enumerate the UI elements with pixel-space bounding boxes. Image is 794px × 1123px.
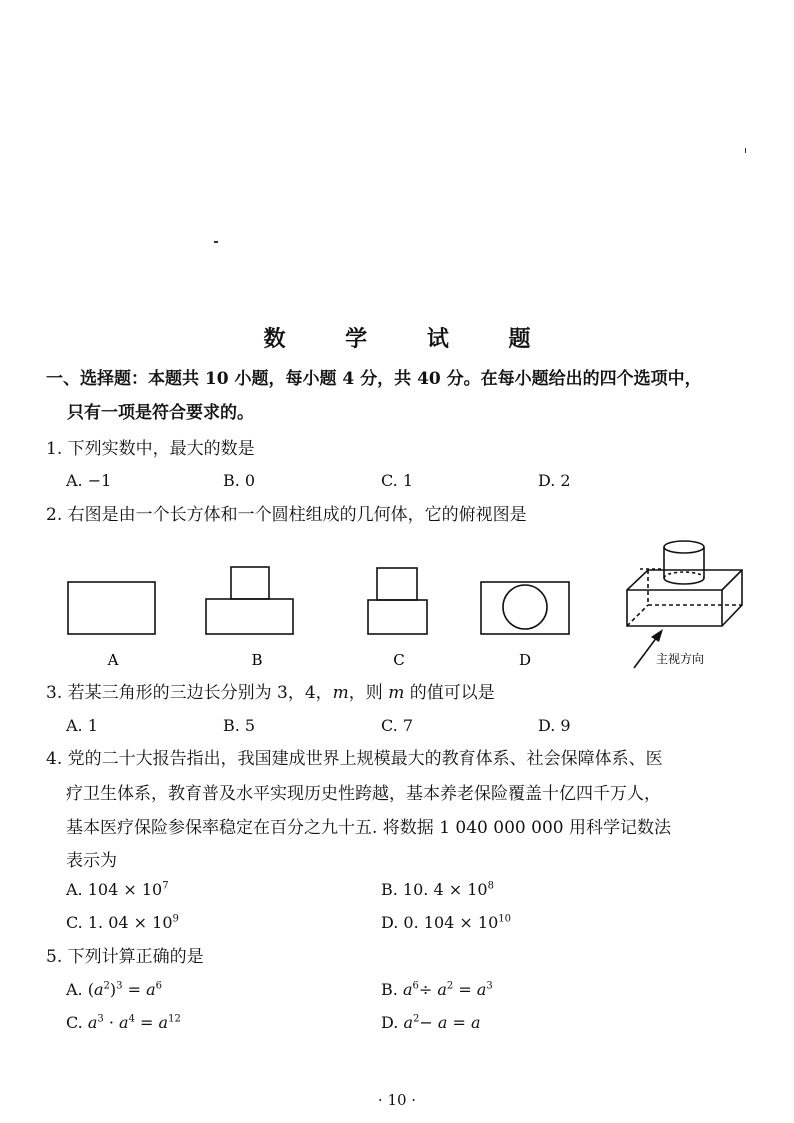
q3-option-d: D. 9 (538, 716, 571, 735)
option-a-top-view (68, 582, 155, 634)
question-4-line1: 4. 党的二十大报告指出，我国建成世界上规模最大的教育体系、社会保障体系、医 (46, 749, 663, 769)
q3-option-a: A. 1 (66, 716, 98, 735)
q4-option-d: D. 0. $104 \times 10^{10}$ (381, 913, 511, 932)
scan-speck (745, 148, 746, 153)
question-4-line2: 疗卫生体系，教育普及水平实现历史性跨越，基本养老保险覆盖十亿四千万人， (66, 784, 661, 804)
question-5-stem: 5. 下列计算正确的是 (46, 947, 204, 967)
q4-option-b: B. 10. $4 \times 10^8$ (381, 880, 494, 899)
option-b-top-view (206, 567, 293, 634)
q5-option-d: D. $a^2- a = a$ (381, 1013, 481, 1032)
q1-option-d: D. 2 (538, 471, 571, 490)
option-d-top-view (481, 582, 569, 634)
question-2-stem: 2. 右图是由一个长方体和一个圆柱组成的几何体，它的俯视图是 (46, 505, 527, 525)
q2-figures (0, 530, 794, 680)
solid-figure (627, 541, 742, 626)
q4-option-a: A. $104 \times 10^7$ (66, 880, 169, 899)
question-4-line4: 表示为 (66, 851, 117, 871)
section-heading-line2: 只有一项是符合要求的。 (67, 403, 254, 423)
section-heading-line1: 一、选择题：本题共 10 小题，每小题 4 分，共 40 分。在每小题给出的四个选项中， (46, 369, 702, 389)
q1-option-c: C. 1 (381, 471, 414, 490)
q5-option-b: B. $a^6\div a^2 = a^3$ (381, 980, 493, 999)
q5-option-c: C. $a^3 \cdot a^4 = a^{12}$ (66, 1013, 181, 1032)
q3-option-c: C. 7 (381, 716, 414, 735)
label-b: B (251, 651, 263, 669)
question-4-line3: 基本医疗保险参保率稳定在百分之九十五. 将数据 1 040 000 000 用科学记数法 (66, 818, 671, 838)
label-d: D (518, 651, 532, 669)
q3-option-b: B. 5 (223, 716, 256, 735)
label-a: A (107, 651, 119, 669)
option-c-top-view (368, 568, 427, 634)
arrow-head-icon (651, 629, 663, 642)
q1-option-b: B. 0 (223, 471, 256, 490)
arrow-label: 主视方向 (656, 652, 705, 666)
q4-option-c: C. 1. $04 \times 10^9$ (66, 913, 179, 932)
page-title: 数 学 试 题 (263, 326, 557, 352)
label-c: C (393, 651, 405, 669)
page-number: · 10 · (377, 1091, 417, 1109)
q1-option-a: A. −1 (66, 471, 112, 490)
question-3-stem: 3. 若某三角形的三边长分别为 3，4，m，则 m 的值可以是 (46, 683, 495, 703)
scan-speck (214, 241, 218, 243)
question-1-stem: 1. 下列实数中，最大的数是 (46, 439, 255, 459)
q5-option-a: A. $(a^2)^3 = a^6$ (66, 980, 163, 999)
